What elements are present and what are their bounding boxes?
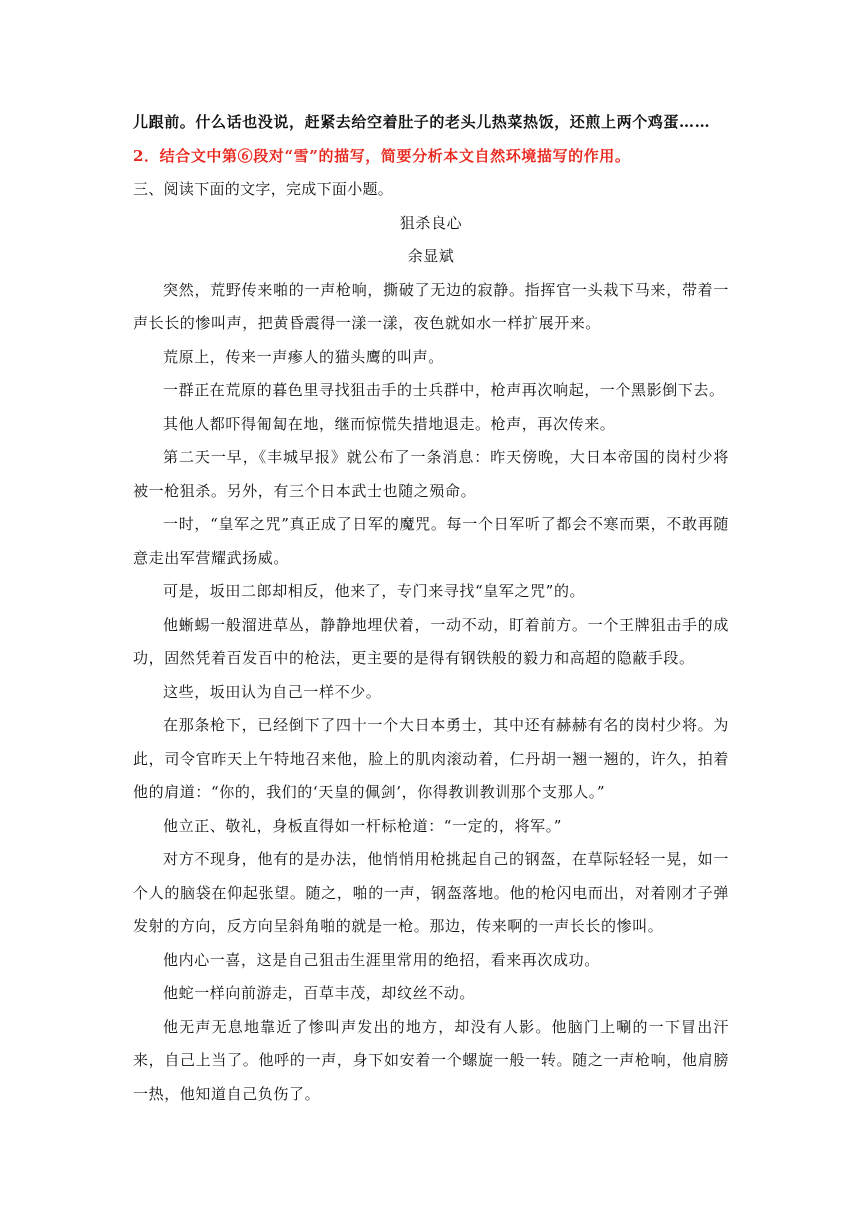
paragraph: 他立正、敬礼，身板直得如一杆标枪道：“一定的，将军。” [163, 816, 563, 835]
paragraph: 一群正在荒原的暮色里寻找狙击手的士兵群中，枪声再次响起，一个黑影倒下去。 [163, 381, 725, 399]
paragraph: 突然，荒野传来啪的一声枪响，撕破了无边的寂静。指挥官一头栽下马来，带着一声长长的惨叫声，把黄昏震得一漾一漾，夜色就如水一样扩展开来。 [133, 280, 729, 332]
paragraph: 他无声无息地靠近了惨叫声发出的地方，却没有人影。他脑门上唰的一下冒出汗来，自己上当了。他呼的一声，身下如安着一个螺旋一般一转。随之一声枪响，他肩膀一热，他知道自己负伤了。 [133, 1017, 729, 1103]
paragraph: 对方不现身，他有的是办法，他悄悄用枪挑起自己的钢盔，在草际轻轻一晃，如一个人的脑袋在仰起张望。随之，啪的一声，钢盔落地。他的枪闪电而出，对着刚才子弹发射的方向，反方向呈斜角啪的就是一枪。那边，传来啊的一声长长的惨叫。 [133, 850, 729, 935]
section-heading: 三、阅读下面的文字，完成下面小题。 [133, 180, 394, 198]
question-2: 2．结合文中第⑥段对“雪”的描写，简要分析本文自然环境描写的作用。 [133, 146, 631, 165]
paragraph: 他蜥蜴一般溜进草丛，静静地埋伏着，一动不动，盯着前方。一个王牌狙击手的成功，固然凭着百发百中的枪法，更主要的是得有钢铁般的毅力和高超的隐蔽手段。 [133, 615, 729, 667]
continued-line: 儿跟前。什么话也没说，赶紧去给空着肚子的老头儿热菜热饭，还煎上两个鸡蛋…… [133, 113, 711, 131]
paragraph: 他蛇一样向前游走，百草丰茂，却纹丝不动。 [163, 984, 476, 1002]
paragraph: 在那条枪下，已经倒下了四十一个大日本勇士，其中还有赫赫有名的岗村少将。为此，司令官昨天上午特地召来他，脸上的肌肉滚动着，仁丹胡一翘一翘的，许久，拍着他的肩道：“你的，我们的‘天皇的佩剑’，你得教训教训那个支那人。” [133, 716, 729, 801]
document-page [133, 106, 729, 1111]
paragraph: 可是，坂田二郎却相反，他来了，专门来寻找“皇军之咒”的。 [163, 582, 586, 600]
paragraph: 一时，“皇军之咒”真正成了日军的魔咒。每一个日军听了都会不寒而栗，不敢再随意走出军营耀武扬威。 [133, 515, 729, 567]
paragraph: 他内心一喜，这是自己狙击生涯里常用的绝招，看来再次成功。 [163, 950, 600, 969]
paragraph: 这些，坂田认为自己一样不少。 [163, 682, 382, 701]
paragraph: 其他人都吓得匍匐在地，继而惊慌失措地退走。枪声，再次传来。 [163, 414, 616, 433]
article-title: 狙杀良心 [399, 213, 463, 232]
paragraph: 荒原上，传来一声瘆人的猫头鹰的叫声。 [163, 347, 444, 366]
paragraph: 第二天一早，《丰城早报》就公布了一条消息：昨天傍晚，大日本帝国的岗村少将被一枪狙杀。另外，有三个日本武士也随之殒命。 [133, 448, 729, 500]
article-author: 余显斌 [407, 247, 455, 265]
